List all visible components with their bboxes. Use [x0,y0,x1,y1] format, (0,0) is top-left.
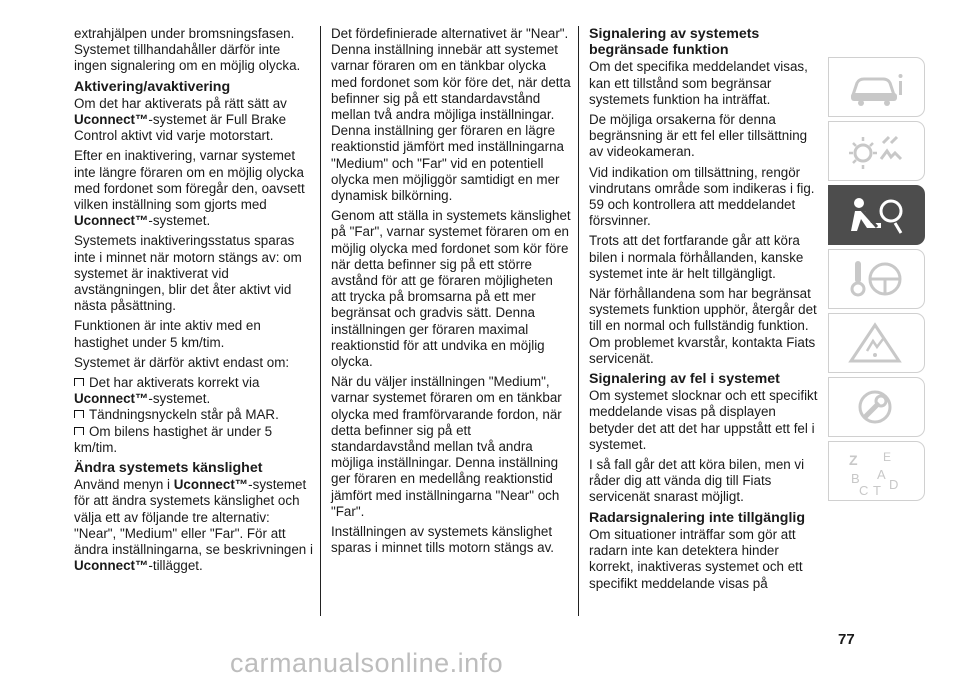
dashboard-lights-icon [847,129,907,173]
bullet-icon [74,410,84,418]
column-middle [331,26,571,561]
section-heading: Signalering av fel i systemet [589,371,780,388]
paragraph: Systemet är därför aktivt endast om: [74,354,290,370]
column-divider [320,26,321,616]
svg-text:Z: Z [849,452,858,468]
list-item [74,424,314,456]
list-item [74,375,314,407]
paragraph: När du väljer inställningen "Medium", varnar systemet föraren om en tänkbar olycka med framförvarande fordon, när detta befinner sig på ett standardavstånd mellan två andra möjliga inställningar. Denna inställning ger föraren en medellång reaktionstid jämfört med inställningarna "Near" och "Far". [331,374,562,519]
key-steering-icon [847,257,907,301]
page-number: 77 [838,631,855,648]
section-heading: Signalering av systemets begränsade funktion [589,26,760,59]
paragraph [74,477,314,574]
paragraph: I så fall går det att köra bilen, men vi råder dig att vända dig till Fiats servicenät snarast möjligt. [589,457,805,505]
tab-technical-data[interactable] [828,441,925,501]
bullet-icon [74,378,84,386]
paragraph: extrahjälpen under bromsningsfasen. Systemet tillhandahåller därför inte ingen signalering om en möjlig olycka. [74,26,301,74]
paragraph: Systemets inaktiveringsstatus sparas inte i minnet när motorn stängs av: om systemet är inaktiverat vid avstängningen, blir det åter aktivt vid nästa påsättning. [74,233,302,314]
paragraph: När förhållandena som har begränsat systemets funktion upphör, återgår det till en normal och fullständig funktion. Om problemet kvarstår, kontakta Fiats servicenät. [589,286,817,366]
paragraph: Om systemet slocknar och ett specifikt meddelande visas på displayen betyder det att det har uppstått ett fel i systemet. [589,388,818,452]
paragraph [74,96,314,145]
car-info-icon [847,65,907,109]
text: Om det har aktiverats på rätt sätt av [74,95,287,111]
bullet-icon [74,427,84,435]
paragraph: Om det specifika meddelandet visas, kan ett tillstånd som begränsar systemets funktion ha inträffat. [589,59,808,107]
paragraph: Det fördefinierade alternativet är "Near". Denna inställning innebär att systemet varnar föraren om en tänkbar olycka med fordonet som kör före det, när detta befinner sig på ett standardavstånd mellan två andra möjliga inställningar. Denna inställning ger föraren en lägre reaktionstid jämfört med inställningarna "Medium" och "Far" vid en potentiell olycka men möjliggör samtidigt en mer dynamisk bilkörning. [331,26,571,204]
safety-airbag-icon [847,193,907,237]
tab-maintenance[interactable] [828,377,925,437]
brand-name: Uconnect™ [74,112,149,128]
tab-starting-driving[interactable] [828,249,925,309]
svg-text:B: B [851,471,860,486]
svg-text:T: T [873,483,881,497]
paragraph: Trots att det fortfarande går att köra bilen i normala förhållanden, kanske systemet inte är helt tillgängligt. [589,233,804,281]
column-divider [578,26,579,616]
technical-data-icon [847,449,907,497]
section-heading: Aktivering/avaktivering [74,78,231,95]
paragraph: Vid indikation om tillsättning, rengör vindrutans område som indikeras i fig. 59 och kontrollera att meddelandet försvinner. [589,164,815,229]
text: Tändningsnyckeln står på MAR. [89,407,279,423]
column-left [74,26,314,579]
bullet-list [74,375,314,456]
text: -systemet. [148,391,211,407]
svg-text:D: D [889,477,899,492]
svg-text:E: E [883,450,892,464]
brand-name: Uconnect™ [74,391,149,407]
svg-text:A: A [877,467,886,482]
paragraph: Funktionen är inte aktiv med en hastighet under 5 km/tim. [74,318,261,350]
paragraph: De möjliga orsakerna för denna begränsning är ett fel eller tillsättning av videokameran. [589,112,808,160]
text: Efter en inaktivering, varnar systemet inte längre föraren om en möjlig olycka med fordonet som föregår den, oavsett vilken inställning som gjorts med [74,148,305,213]
text: Om bilens hastighet är under 5 km/tim. [74,423,273,455]
maintenance-wrench-icon [847,385,907,429]
text: -systemet. [148,213,211,229]
section-heading: Ändra systemets känslighet [74,460,263,477]
text: Använd menyn i [74,477,171,493]
brand-name: Uconnect™ [173,477,249,493]
section-heading: Radarsignalering inte tillgänglig [589,509,805,526]
text: Det har aktiverats korrekt via [89,375,260,391]
tab-safety[interactable] [828,185,925,245]
brand-name: Uconnect™ [74,558,149,574]
svg-text:C: C [859,483,869,497]
list-item [74,407,314,423]
text: -systemet för att ändra systemets känslighet och välja ett av följande tre alternativ: "Near", "Medium" eller "Far". För att ändra inställningarna, se beskrivningen i [74,477,313,558]
paragraph: Inställningen av systemets känslighet sparas i minnet tills motorn stängs av. [331,524,555,556]
paragraph [74,148,314,229]
paragraph: Om situationer inträffar som gör att radarn inte kan detektera hinder korrekt, inaktiveras systemet och ett specifikt meddelande visas på [589,526,803,591]
tab-emergency[interactable] [828,313,925,373]
chapter-tabs [828,57,925,505]
paragraph: Genom att ställa in systemets känslighet på "Far", varnar systemet föraren om en möjlig olycka med fordonet som kör före när detta befinner sig på ett större avstånd för att ge föraren möjligheten att trycka på bromsarna på ett mer begränsat och gradvis sätt. Denna inställningen ger föraren maximal reaktionstid för att undvika en möjlig olycka. [331,208,571,370]
warning-triangle-icon [847,321,907,365]
column-right [589,26,823,596]
tab-car-info[interactable] [828,57,925,117]
tab-dashboard[interactable] [828,121,925,181]
brand-name: Uconnect™ [74,213,149,229]
text: -tillägget. [148,558,203,574]
watermark: carmanualsonline.info [230,648,504,678]
text: -systemet är Full Brake Control aktivt vid varje motorstart. [74,112,287,144]
